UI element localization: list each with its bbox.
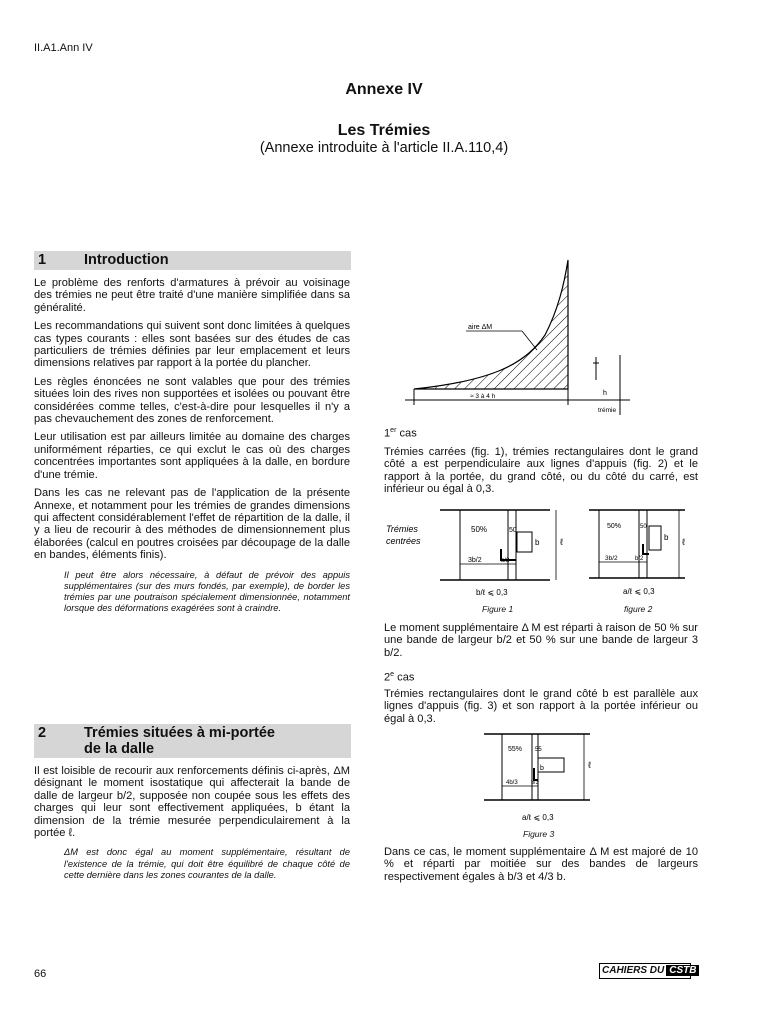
fig2-b: b: [664, 533, 669, 542]
section-1-paragraph-3: Les règles énoncées ne sont valables que pour des trémies situées loin des rives non supportées et isolées ou pouvant être considérées comme telles, c'est-à-dire pour lesquelles il n'y a pas chevauchement des zones de renforcement.: [34, 375, 350, 426]
case-2-word: cas: [394, 671, 415, 684]
fig1-label-centrees: centrées: [386, 536, 421, 546]
section-1-title: Introduction: [84, 252, 169, 268]
case-2-sup: e: [390, 671, 395, 678]
fig2-corner-bar: [643, 544, 649, 554]
section-1-paragraph-2: Les recommandations qui suivent sont donc limitées à quelques cas types courants : elles sont basées sur des études de cas particuliers de trémies définies par leur emplacement et leurs dimensions relatives par rapport à la portée du plancher.: [34, 320, 350, 370]
page-number: 66: [34, 968, 47, 980]
figure-1-caption: Figure 1: [482, 604, 514, 614]
fig2-percent-a: 50%: [607, 523, 622, 530]
case-1-text: Trémies carrées (fig. 1), trémies rectangulaires dont le grand côté a est perpendiculaire aux lignes d'appuis (fig. 2) et le rapport à la portée, du grand côté, ou du côté du carré, est inférieur ou égal à 0,3.: [384, 446, 698, 496]
case-2-number: 2: [384, 671, 391, 684]
fig1-width-2: b/2: [501, 558, 510, 564]
fig3-percent-a: 55%: [508, 746, 523, 753]
page-title: Les Trémies: [337, 122, 431, 139]
logo-text-b: CSTB: [666, 965, 699, 976]
section-2-title-line-2: de la dalle: [84, 741, 155, 757]
fig1-b: b: [535, 538, 540, 547]
area-label: aire ΔM: [468, 324, 493, 331]
section-1-note: Il peut être alors nécessaire, à défaut de prévoir des appuis supplémentaires (sur des murs fondés, par exemple), de border les trémies par une poutraison spécialement dimensionnée, notamment lorsque des déformations exagérées sont à craindre.: [64, 569, 350, 614]
case-1-number: 1: [384, 427, 391, 440]
fig3-width-1: 4b/3: [506, 780, 518, 786]
figure-3: [480, 728, 620, 828]
moment-diagram: [400, 255, 640, 423]
case-1-sup: er: [390, 427, 397, 434]
fig2-ratio: a/ℓ ⩽ 0,3: [623, 587, 655, 596]
section-1-body: [34, 277, 350, 614]
section-1-paragraph-1: Le problème des renforts d'armatures à prévoir au voisinage des trémies ne peut être traité d'une manière simplifiée dans sa généralité.: [34, 277, 350, 314]
section-2-paragraph-1: Il est loisible de recourir aux renforcements définis ci-après, ΔM désignant le moment isostatique qui affecterait la bande de dalle de largeur b/2, supposée non coupée sous les effets des charges qui leur sont effectivement appliquées, b étant la dimension de la trémie mesurée perpendiculairement à la portée ℓ.: [34, 765, 350, 840]
document-reference: II.A1.Ann IV: [34, 42, 93, 54]
area-label-pointer: [522, 331, 537, 350]
fig3-b: b: [540, 765, 544, 772]
section-1-heading: [34, 251, 351, 270]
case-2-label: [384, 669, 414, 684]
logo-text-a: CAHIERS DU: [602, 965, 665, 976]
case-2-moment-text: Dans ce cas, le moment supplémentaire Δ M est majoré de 10 % et réparti par moitiée sur des bandes de largeurs respectivement égales à b/3 et 4/3 b.: [384, 846, 698, 883]
fig2-l: ℓ: [682, 537, 685, 547]
figure-2: [585, 502, 703, 604]
section-2-note: ΔM est donc égal au moment supplémentaire, résultant de l'existence de la trémie, qui doit être équilibré de chaque côté de cette dernière dans les zones courantes de la dalle.: [64, 847, 350, 880]
fig3-width-2: b/3: [531, 780, 539, 786]
section-1-number: 1: [38, 252, 47, 268]
fig1-label-tremies: Trémies: [386, 524, 418, 534]
opening-label: trémie: [598, 407, 617, 414]
case-1-word: cas: [396, 427, 417, 440]
fig3-ratio: a/ℓ ⩽ 0,3: [522, 813, 554, 822]
fig2-width-2: b/2: [635, 556, 644, 562]
figure-1: [380, 502, 580, 604]
case-1-label: [384, 425, 417, 440]
page-subtitle: (Annexe introduite à l'article II.A.110,4): [259, 140, 509, 156]
fig1-percent-b: 50: [509, 527, 517, 534]
fig3-l: ℓ: [588, 760, 591, 770]
annex-title: Annexe IV: [345, 81, 423, 98]
section-1-paragraph-4: Leur utilisation est par ailleurs limitée au domaine des charges uniformément réparties, ce qui exclut le cas où des charges concentrées importantes sont appliquées à la dalle, en bordure d'une trémie.: [34, 431, 350, 481]
section-2-title-line-1: Trémies situées à mi-portée: [84, 725, 275, 741]
moment-distribution-text: Le moment supplémentaire Δ M est réparti à raison de 50 % sur une bande de largeur b/2 et 50 % sur une bande de largeur 3 b/2.: [384, 622, 698, 659]
fig1-ratio: b/ℓ ⩽ 0,3: [476, 588, 508, 597]
section-2-heading: [34, 724, 351, 758]
fig1-l: ℓ: [560, 537, 563, 547]
fig3-corner-bar: [534, 768, 538, 780]
fig1-percent-a: 50%: [471, 525, 488, 534]
fig2-percent-b: 50: [640, 524, 647, 530]
fig2-width-1: 3b/2: [605, 555, 618, 562]
figure-2-caption: figure 2: [624, 604, 653, 614]
section-2-number: 2: [38, 725, 47, 741]
fig2-opening: [649, 526, 661, 550]
fig1-width-1: 3b/2: [468, 557, 482, 564]
thickness-label: h: [603, 390, 607, 397]
fig3-percent-b: 55: [535, 747, 542, 753]
distance-label: ≈ 3 à 4 h: [470, 393, 496, 400]
figure-3-caption: Figure 3: [523, 829, 555, 839]
case-2-text: Trémies rectangulaires dont le grand côté b est parallèle aux lignes d'appuis (fig. 3) et son rapport à la portée inférieur ou égal à 0,3.: [384, 688, 698, 725]
cstb-logo: [599, 963, 697, 979]
section-1-paragraph-5: Dans les cas ne relevant pas de l'application de la présente Annexe, et notamment pour les trémies de grandes dimensions qui affectent considérablement l'effet de répartition de la dalle, il y a lieu de recourir à des méthodes de dimensionnement plus élaborées (calcul en poutres croisées par découpage de la dalle en bandes, éléments finis).: [34, 487, 350, 562]
section-2-body: [34, 765, 350, 881]
fig1-opening: [517, 532, 532, 552]
